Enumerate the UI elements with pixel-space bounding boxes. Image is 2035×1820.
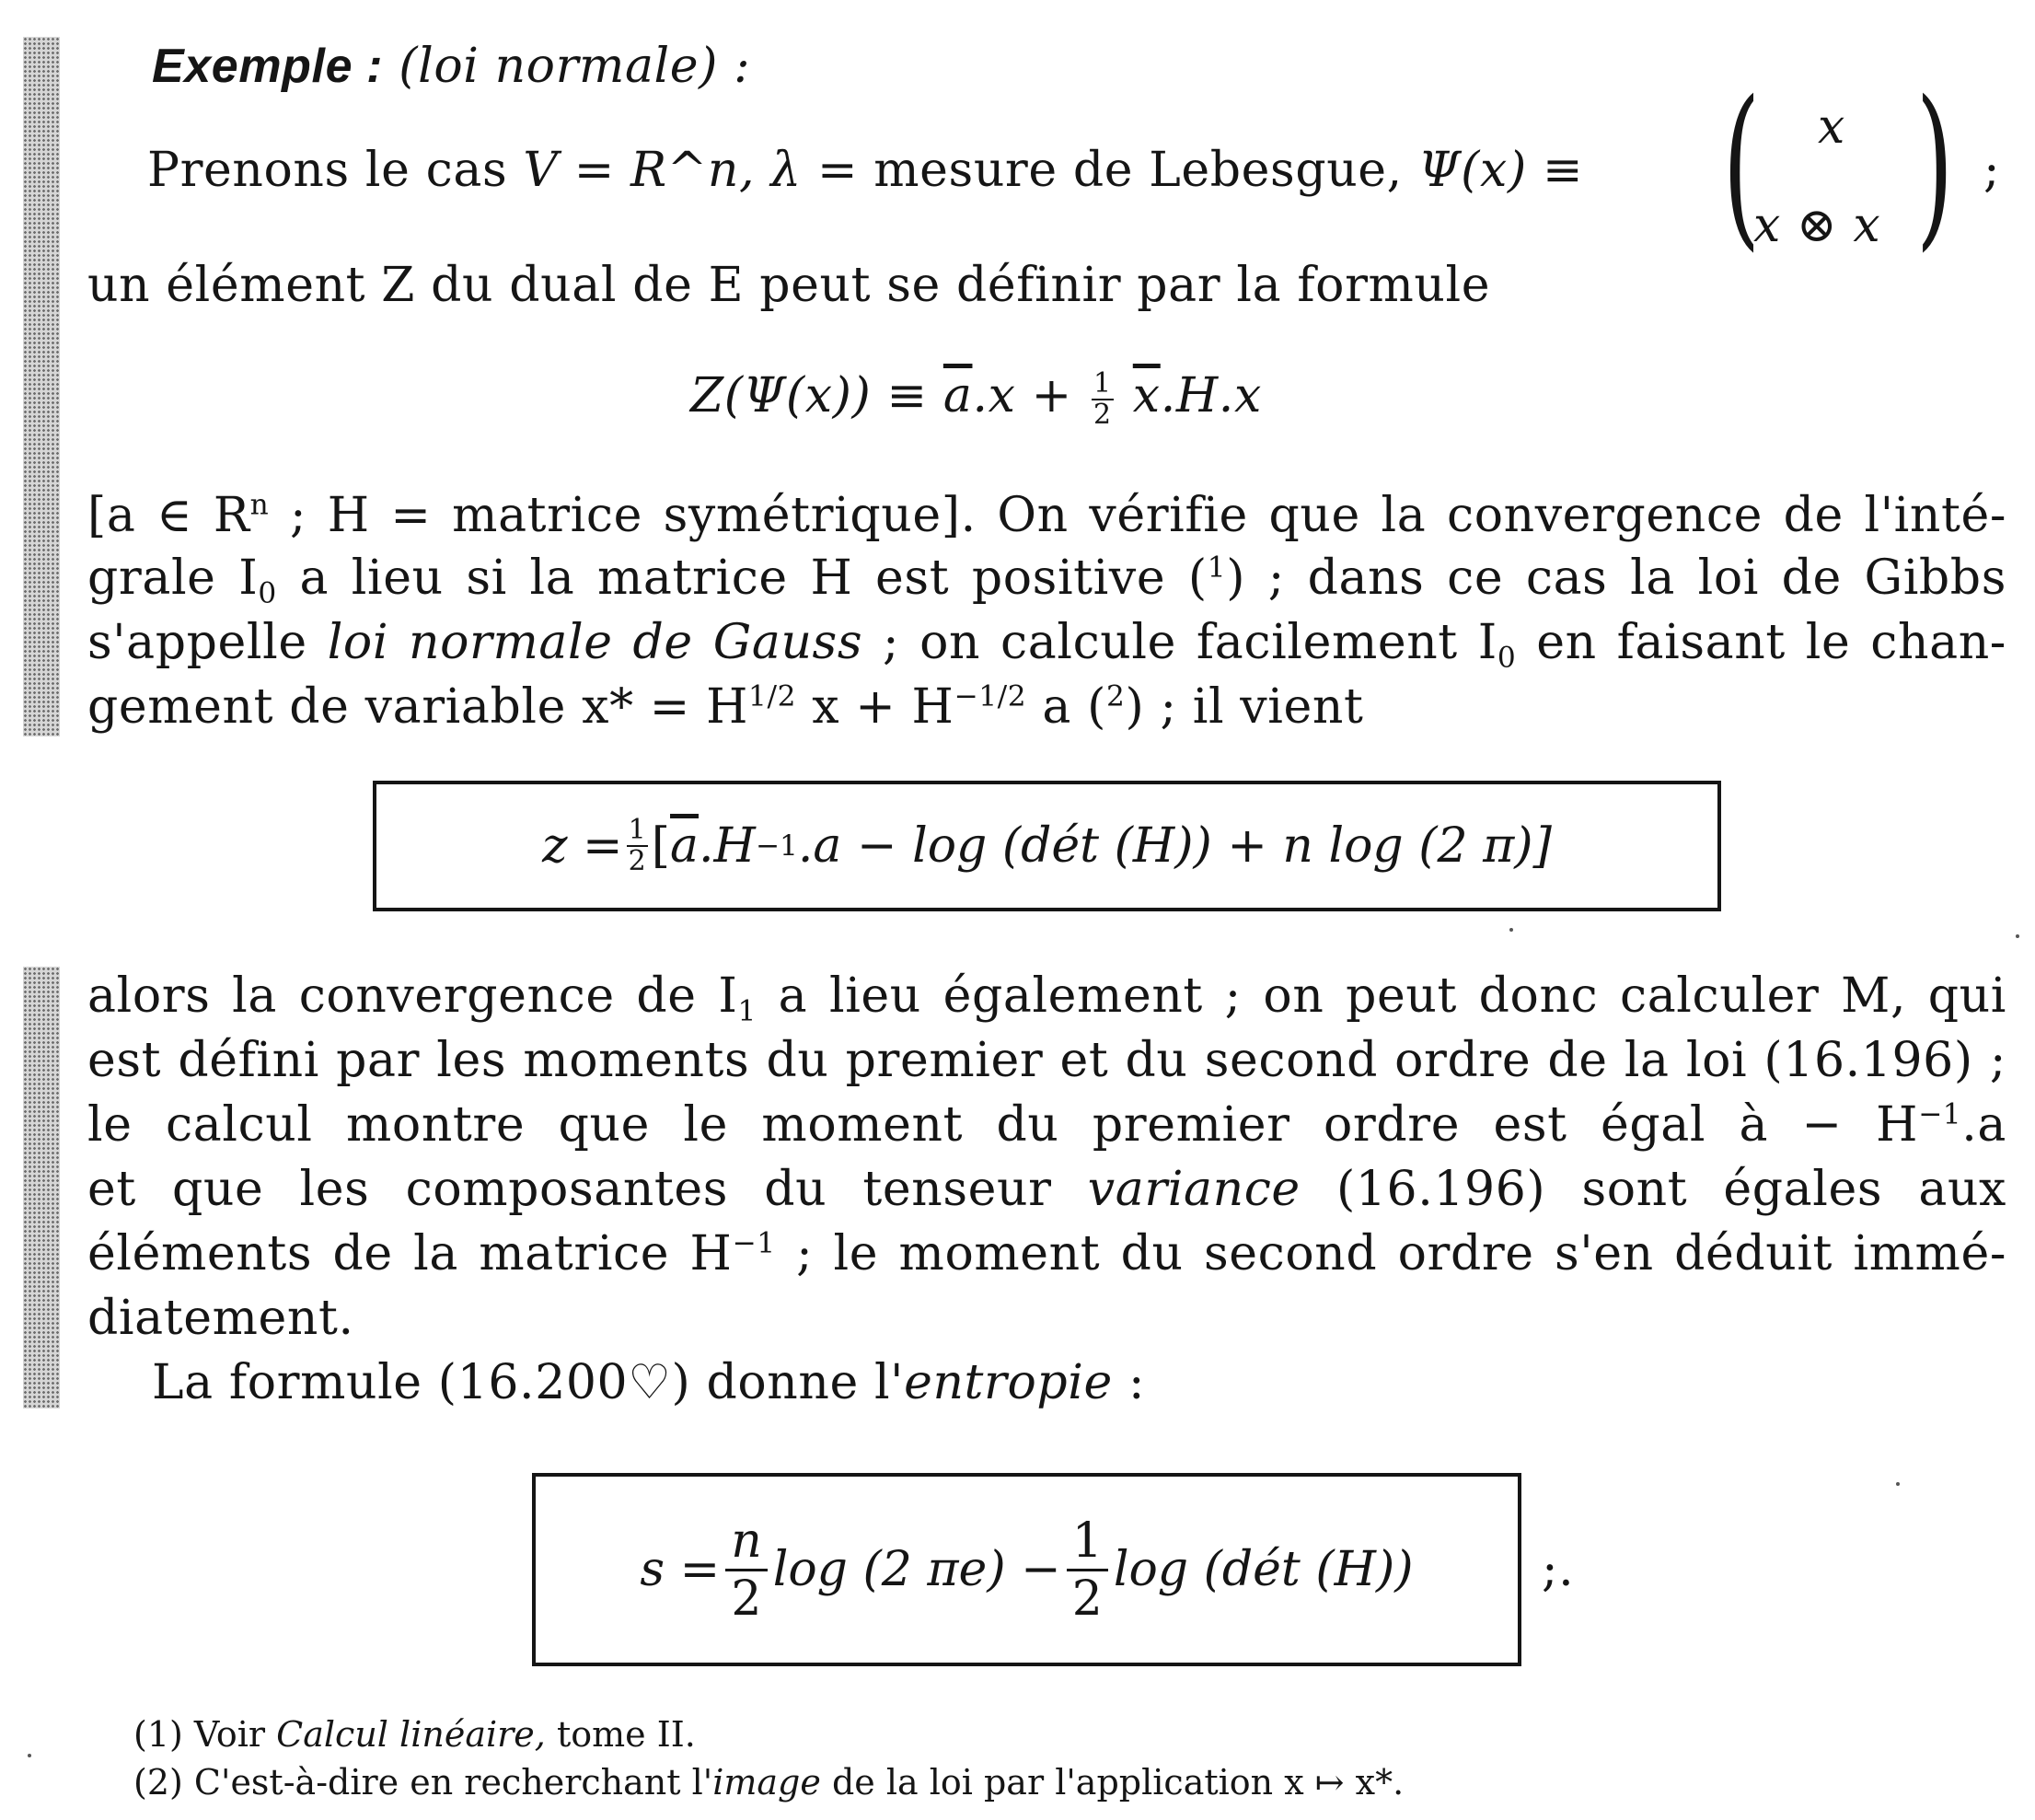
heading-subtitle: (loi normale) :	[399, 39, 751, 94]
scan-speck	[2016, 934, 2019, 938]
fraction-one-half: $\frac{1}{2}$	[1093, 366, 1112, 431]
paragraph2-line-3: le calcul montre que le moment du premier ordre est égal à − $H^{-1}.a$	[87, 1097, 2006, 1153]
margin-revision-bar-bottom	[23, 967, 60, 1408]
vector-top: x	[1818, 99, 1845, 155]
paragraph2-line-1: alors la convergence de $I_1$ a lieu également ; on peut donc calculer M, qui	[87, 968, 2006, 1028]
paragraph2-line-7: La formule (16.200♡) donne l'entropie :	[152, 1355, 1146, 1410]
vector-right-paren: )	[1915, 64, 1954, 267]
footnote-2: (2) C'est-à-dire en recherchant l'image de la loi par l'application x ↦ x*.	[133, 1762, 1405, 1803]
scan-speck	[1896, 1482, 1900, 1486]
paragraph2-line-2: est défini par les moments du premier et du second ordre de la loi (16.196) ;	[87, 1033, 2006, 1088]
margin-revision-bar-top	[23, 37, 60, 736]
paragraph1-line-4: gement de variable $x* = H^{1/2}$ $x + H^{-1/2}$ a ($^2$) ; il vient	[87, 679, 1364, 735]
paragraph1-line-2: grale $I_0$ a lieu si la matrice H est positive ($^1$) ; dans ce cas la loi de Gibbs	[87, 551, 2006, 610]
footnote-1: (1) Voir Calcul linéaire, tome II.	[133, 1714, 696, 1755]
vector-semicolon: ;	[1983, 143, 2001, 198]
paragraph2-line-4: et que les composantes du tenseur variance (16.196) sont égales aux	[87, 1162, 2006, 1217]
equation-z-psi: $Z(\Psi(x)) \equiv \overline{a}.x$ + $\frac{1}{2}$ $\overline{x}.H.x$	[690, 366, 1262, 431]
fraction-one-half: $\frac{1}{2}$	[1067, 1517, 1108, 1623]
paragraph1-line-1: [a ∈ $R^n$ ; H = matrice symétrique]. On vérifie que la convergence de l'inté-	[87, 488, 2006, 543]
intro-line-1: Prenons le cas V = R^n, λ = mesure de Lebesgue, Ψ(x) ≡	[147, 143, 1584, 198]
vector-bottom: x ⊗ x	[1753, 198, 1881, 253]
boxed-equation-entropy: s = $\frac{n}{2}$ log (2 πe) − $\frac{1}{2}$ log (dét (H))	[532, 1473, 1521, 1666]
boxed-equation-z: z = $\frac{1}{2}$ [ $\overline{a}$ .H −1 .a − log (dét (H)) + n log (2 π)]	[373, 781, 1721, 911]
heading-label: Exemple :	[152, 40, 384, 93]
intro-line-2: un élément Z du dual de E peut se définir par la formule	[87, 258, 1491, 313]
paragraph2-line-5: éléments de la matrice $H^{-1}$ ; le moment du second ordre s'en déduit immé-	[87, 1226, 2007, 1281]
scan-speck	[28, 1754, 31, 1757]
scan-speck	[1509, 928, 1513, 932]
vector-left-paren: (	[1722, 64, 1761, 267]
paragraph2-line-6: diatement.	[87, 1291, 354, 1346]
fraction-n-over-2: $\frac{n}{2}$	[725, 1517, 768, 1623]
paragraph1-line-3: s'appelle loi normale de Gauss ; on calcule facilement $I_0$ en faisant le chan-	[87, 615, 2006, 675]
fraction-one-half: $\frac{1}{2}$	[628, 814, 646, 877]
entropy-end-punct: ;.	[1542, 1542, 1575, 1597]
